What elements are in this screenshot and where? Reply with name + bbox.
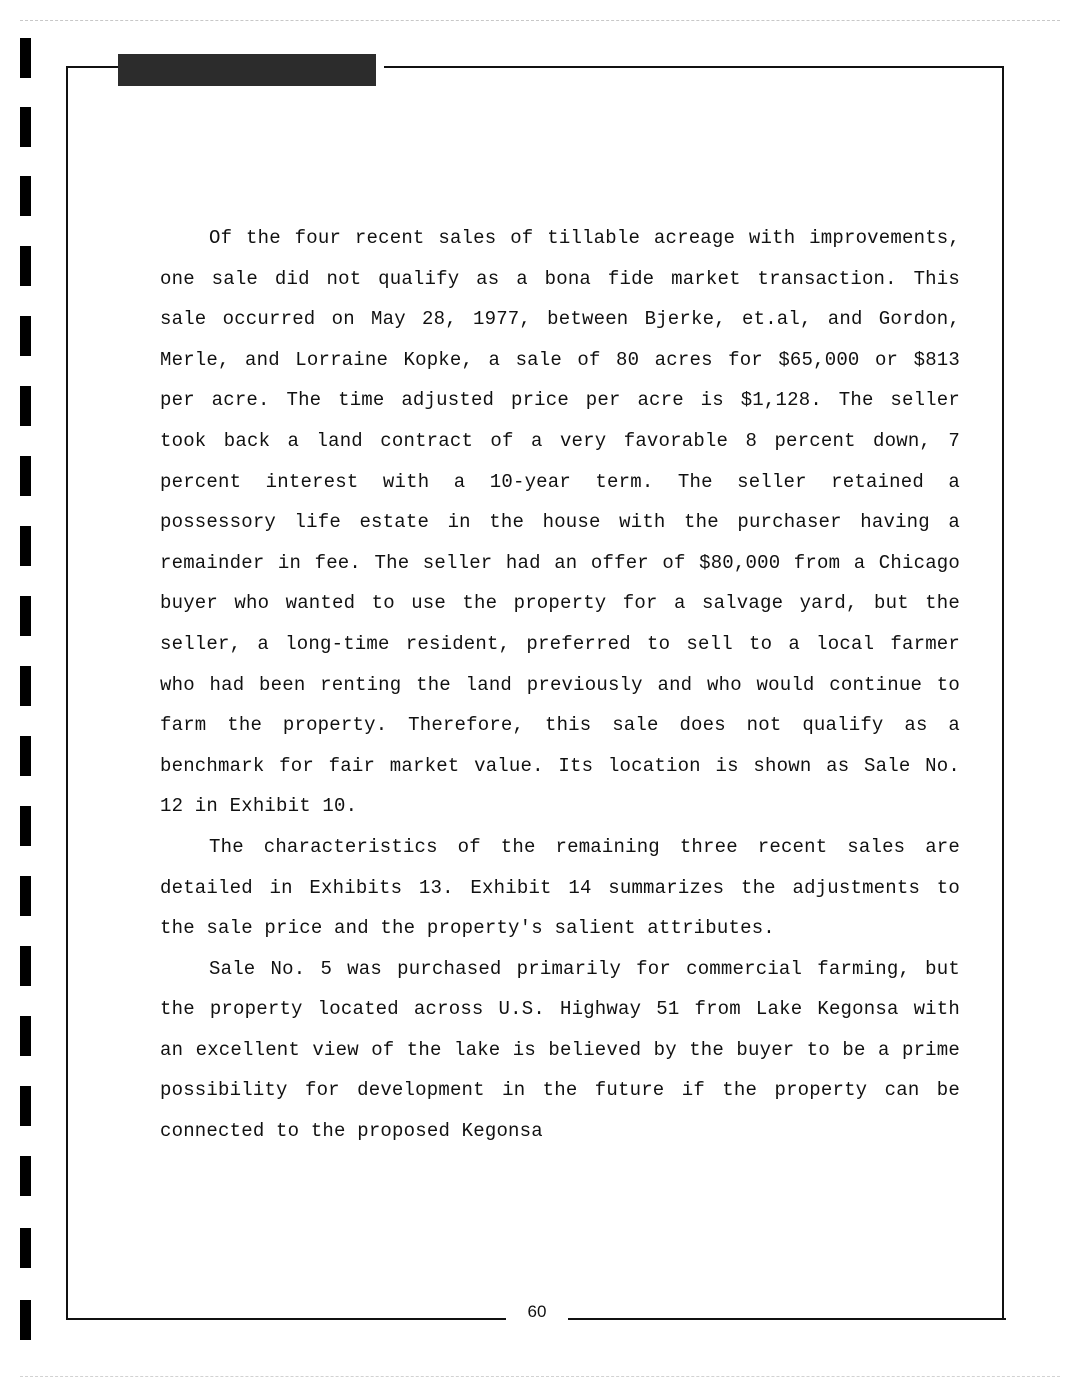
punch-hole <box>20 107 31 147</box>
header-redaction-bar <box>118 54 376 86</box>
punch-hole <box>20 246 31 286</box>
binder-punch-holes <box>20 0 40 1380</box>
punch-hole <box>20 596 31 636</box>
punch-hole <box>20 666 31 706</box>
scan-edge-bottom <box>20 1376 1060 1377</box>
punch-hole <box>20 1300 31 1340</box>
punch-hole <box>20 1016 31 1056</box>
punch-hole <box>20 316 31 356</box>
page-number: 60 <box>527 1302 547 1321</box>
body-text <box>160 218 960 1152</box>
punch-hole <box>20 1228 31 1268</box>
punch-hole <box>20 1156 31 1196</box>
punch-hole <box>20 176 31 216</box>
paragraph: The characteristics of the remaining three recent sales are detailed in Exhibits 13. Exhibit 14 summarizes the adjustments to the sale price and the property's salient attributes. <box>160 835 960 940</box>
frame-rule-top-left <box>66 66 118 68</box>
punch-hole <box>20 1086 31 1126</box>
frame-rule-bottom-left <box>66 1318 506 1320</box>
punch-hole <box>20 456 31 496</box>
punch-hole <box>20 736 31 776</box>
paragraph: Of the four recent sales of tillable acreage with improvements, one sale did not qualify as a bona fide market transaction. This sale occurred on May 28, 1977, between Bjerke, et.al, and Gordon, Merle, and Lorraine Kopke, a sale of 80 acres for $65,000 or $813 per acre. The time adjusted price per acre is $1,128. The seller took back a land contract of a very favorable 8 percent down, 7 percent interest with a 10-year term. The seller retained a possessory life estate in the house with the purchaser having a remainder in fee. The seller had an offer of $80,000 from a Chicago buyer who wanted to use the property for a salvage yard, but the seller, a long-time resident, preferred to sell to a local farmer who had been renting the land previously and who would continue to farm the property. Therefore, this sale does not qualify as a benchmark for fair market value. Its location is shown as Sale No. 12 in Exhibit 10. <box>160 227 960 818</box>
punch-hole <box>20 876 31 916</box>
scan-edge-top <box>20 20 1060 21</box>
paragraph: Sale No. 5 was purchased primarily for commercial farming, but the property located across U.S. Highway 51 from Lake Kegonsa with an excellent view of the lake is believed by the buyer to be a prime possibility for development in the future if the property can be connected to the proposed Kegonsa <box>160 957 960 1143</box>
punch-hole <box>20 386 31 426</box>
punch-hole <box>20 806 31 846</box>
punch-hole <box>20 526 31 566</box>
frame-rule-bottom-right <box>568 1318 1006 1320</box>
punch-hole <box>20 946 31 986</box>
punch-hole <box>20 38 31 78</box>
frame-rule-top-right <box>384 66 1004 68</box>
